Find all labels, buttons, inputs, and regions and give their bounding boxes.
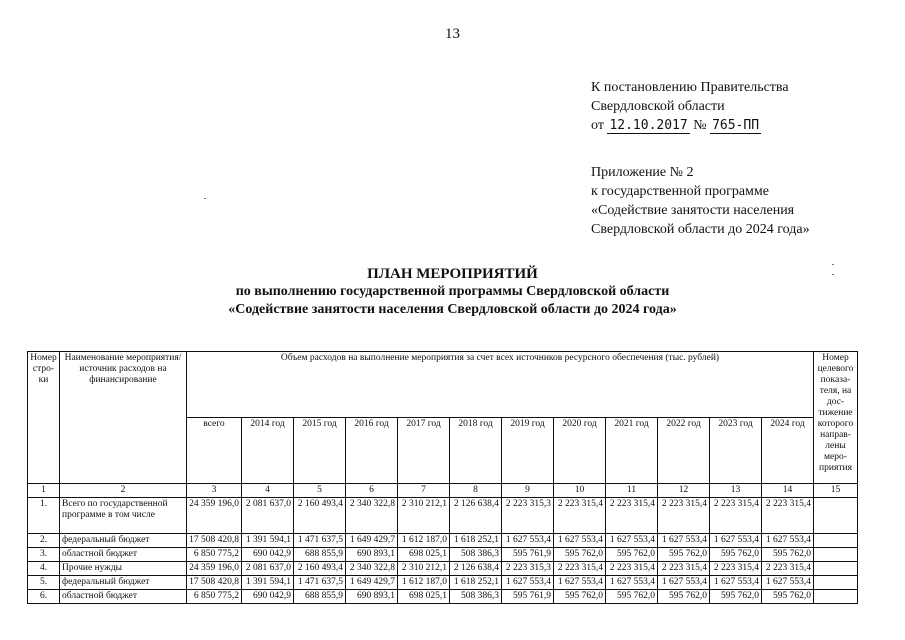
value-cell: 1 627 553,4 <box>658 576 710 590</box>
year-header: 2019 год <box>502 418 554 484</box>
value-cell: 2 340 322,8 <box>346 498 398 534</box>
value-cell: 1 627 553,4 <box>606 534 658 548</box>
value-cell: 2 223 315,4 <box>554 562 606 576</box>
row-number: 4. <box>28 562 60 576</box>
row-name: Всего по государственной программе в том числе <box>60 498 187 534</box>
row-number: 2. <box>28 534 60 548</box>
value-cell: 690 893,1 <box>346 548 398 562</box>
appendix-line-3: «Содействие занятости населения <box>591 203 795 218</box>
value-cell: 2 223 315,4 <box>762 498 814 534</box>
value-cell: 1 391 594,1 <box>242 534 294 548</box>
value-cell: 2 081 637,0 <box>242 498 294 534</box>
title-line-1: ПЛАН МЕРОПРИЯТИЙ <box>367 266 538 282</box>
value-cell: 1 627 553,4 <box>658 534 710 548</box>
table-row <box>28 562 858 576</box>
value-cell: 1 627 553,4 <box>762 534 814 548</box>
scan-speck <box>832 264 834 265</box>
row-name: областной бюджет <box>60 590 187 604</box>
value-cell: 2 340 322,8 <box>346 562 398 576</box>
value-cell: 2 126 638,4 <box>450 562 502 576</box>
year-header: 2016 год <box>346 418 398 484</box>
header-volume: Объем расходов на выполнение мероприятия за счет всех источников ресурсного обеспечения (тыс. рублей) <box>187 352 814 418</box>
value-cell: 2 310 212,1 <box>398 498 450 534</box>
column-index: 15 <box>814 484 858 498</box>
approval-date-line <box>591 116 789 135</box>
target-cell <box>814 590 858 604</box>
number-prefix: № <box>693 118 707 133</box>
year-header: 2017 год <box>398 418 450 484</box>
value-cell: 2 081 637,0 <box>242 562 294 576</box>
column-index: 1 <box>28 484 60 498</box>
table-row <box>28 576 858 590</box>
plan-table <box>27 351 858 604</box>
year-header: 2023 год <box>710 418 762 484</box>
document-title <box>0 265 905 319</box>
target-cell <box>814 562 858 576</box>
row-number: 3. <box>28 548 60 562</box>
approval-block <box>591 78 789 135</box>
value-cell: 688 855,9 <box>294 548 346 562</box>
value-cell: 24 359 196,0 <box>187 562 242 576</box>
column-index: 4 <box>242 484 294 498</box>
column-index: 3 <box>187 484 242 498</box>
column-index: 6 <box>346 484 398 498</box>
table-row <box>28 548 858 562</box>
value-cell: 1 627 553,4 <box>502 576 554 590</box>
header-target: Номер целевого показа-теля, на дос-тижение которого направ-лены меро-приятия <box>814 352 858 484</box>
value-cell: 595 762,0 <box>710 590 762 604</box>
value-cell: 595 762,0 <box>554 548 606 562</box>
appendix-line-2: к государственной программе <box>591 184 769 199</box>
value-cell: 1 612 187,0 <box>398 534 450 548</box>
column-index: 13 <box>710 484 762 498</box>
year-header: 2021 год <box>606 418 658 484</box>
appendix-line-4: Свердловской области до 2024 года» <box>591 222 810 237</box>
column-index: 12 <box>658 484 710 498</box>
row-number: 1. <box>28 498 60 534</box>
value-cell: 595 761,9 <box>502 590 554 604</box>
value-cell: 2 223 315,3 <box>502 562 554 576</box>
column-index: 2 <box>60 484 187 498</box>
scan-speck <box>832 274 834 275</box>
decree-date: 12.10.2017 <box>609 118 688 133</box>
value-cell: 1 649 429,7 <box>346 534 398 548</box>
value-cell: 690 042,9 <box>242 548 294 562</box>
date-prefix: от <box>591 118 604 133</box>
value-cell: 2 310 212,1 <box>398 562 450 576</box>
value-cell: 508 386,3 <box>450 548 502 562</box>
approval-line-2: Свердловской области <box>591 99 725 114</box>
year-header: всего <box>187 418 242 484</box>
column-index-row <box>28 484 858 498</box>
value-cell: 595 762,0 <box>658 548 710 562</box>
column-index: 7 <box>398 484 450 498</box>
column-index: 8 <box>450 484 502 498</box>
header-row <box>28 352 858 418</box>
column-index: 5 <box>294 484 346 498</box>
value-cell: 2 223 315,4 <box>710 562 762 576</box>
column-index: 14 <box>762 484 814 498</box>
value-cell: 1 627 553,4 <box>710 534 762 548</box>
value-cell: 690 042,9 <box>242 590 294 604</box>
row-name: федеральный бюджет <box>60 576 187 590</box>
value-cell: 595 762,0 <box>658 590 710 604</box>
value-cell: 6 850 775,2 <box>187 548 242 562</box>
value-cell: 1 649 429,7 <box>346 576 398 590</box>
table-row <box>28 498 858 534</box>
value-cell: 1 627 553,4 <box>554 534 606 548</box>
row-name: областной бюджет <box>60 548 187 562</box>
row-number: 5. <box>28 576 60 590</box>
value-cell: 2 223 315,4 <box>658 562 710 576</box>
value-cell: 24 359 196,0 <box>187 498 242 534</box>
page-number: 13 <box>445 26 460 42</box>
decree-number: 765-ПП <box>712 118 760 133</box>
year-header: 2014 год <box>242 418 294 484</box>
year-header: 2018 год <box>450 418 502 484</box>
appendix-line-1: Приложение № 2 <box>591 165 694 180</box>
scan-speck <box>204 198 206 199</box>
target-cell <box>814 534 858 548</box>
table-row <box>28 590 858 604</box>
year-header: 2020 год <box>554 418 606 484</box>
header-row-number: Номер стро-ки <box>28 352 60 484</box>
year-header: 2015 год <box>294 418 346 484</box>
value-cell: 2 160 493,4 <box>294 562 346 576</box>
value-cell: 2 223 315,4 <box>554 498 606 534</box>
value-cell: 1 612 187,0 <box>398 576 450 590</box>
value-cell: 2 160 493,4 <box>294 498 346 534</box>
target-cell <box>814 498 858 534</box>
value-cell: 17 508 420,8 <box>187 576 242 590</box>
value-cell: 2 223 315,3 <box>502 498 554 534</box>
value-cell: 1 627 553,4 <box>710 576 762 590</box>
value-cell: 595 762,0 <box>762 548 814 562</box>
value-cell: 508 386,3 <box>450 590 502 604</box>
value-cell: 6 850 775,2 <box>187 590 242 604</box>
title-line-2: по выполнению государственной программы Свердловской области <box>235 284 670 299</box>
value-cell: 690 893,1 <box>346 590 398 604</box>
value-cell: 1 627 553,4 <box>762 576 814 590</box>
value-cell: 1 471 637,5 <box>294 576 346 590</box>
value-cell: 2 223 315,4 <box>762 562 814 576</box>
value-cell: 2 223 315,4 <box>658 498 710 534</box>
header-name: Наименование мероприятия/ источник расходов на финансирование <box>60 352 187 484</box>
value-cell: 2 223 315,4 <box>606 562 658 576</box>
approval-line-1: К постановлению Правительства <box>591 80 789 95</box>
table-row <box>28 534 858 548</box>
value-cell: 698 025,1 <box>398 548 450 562</box>
column-index: 11 <box>606 484 658 498</box>
value-cell: 2 223 315,4 <box>606 498 658 534</box>
value-cell: 595 761,9 <box>502 548 554 562</box>
value-cell: 595 762,0 <box>606 590 658 604</box>
target-cell <box>814 548 858 562</box>
year-header: 2022 год <box>658 418 710 484</box>
column-index: 9 <box>502 484 554 498</box>
value-cell: 1 627 553,4 <box>554 576 606 590</box>
value-cell: 1 391 594,1 <box>242 576 294 590</box>
value-cell: 1 471 637,5 <box>294 534 346 548</box>
value-cell: 595 762,0 <box>606 548 658 562</box>
value-cell: 2 126 638,4 <box>450 498 502 534</box>
row-name: Прочие нужды <box>60 562 187 576</box>
column-index: 10 <box>554 484 606 498</box>
value-cell: 595 762,0 <box>762 590 814 604</box>
row-name: федеральный бюджет <box>60 534 187 548</box>
appendix-block <box>591 163 810 239</box>
value-cell: 1 627 553,4 <box>606 576 658 590</box>
value-cell: 17 508 420,8 <box>187 534 242 548</box>
value-cell: 688 855,9 <box>294 590 346 604</box>
row-number: 6. <box>28 590 60 604</box>
value-cell: 1 618 252,1 <box>450 576 502 590</box>
year-header: 2024 год <box>762 418 814 484</box>
value-cell: 595 762,0 <box>554 590 606 604</box>
value-cell: 2 223 315,4 <box>710 498 762 534</box>
target-cell <box>814 576 858 590</box>
value-cell: 1 618 252,1 <box>450 534 502 548</box>
value-cell: 698 025,1 <box>398 590 450 604</box>
value-cell: 1 627 553,4 <box>502 534 554 548</box>
title-line-3: «Содействие занятости населения Свердловской области до 2024 года» <box>228 302 677 317</box>
value-cell: 595 762,0 <box>710 548 762 562</box>
